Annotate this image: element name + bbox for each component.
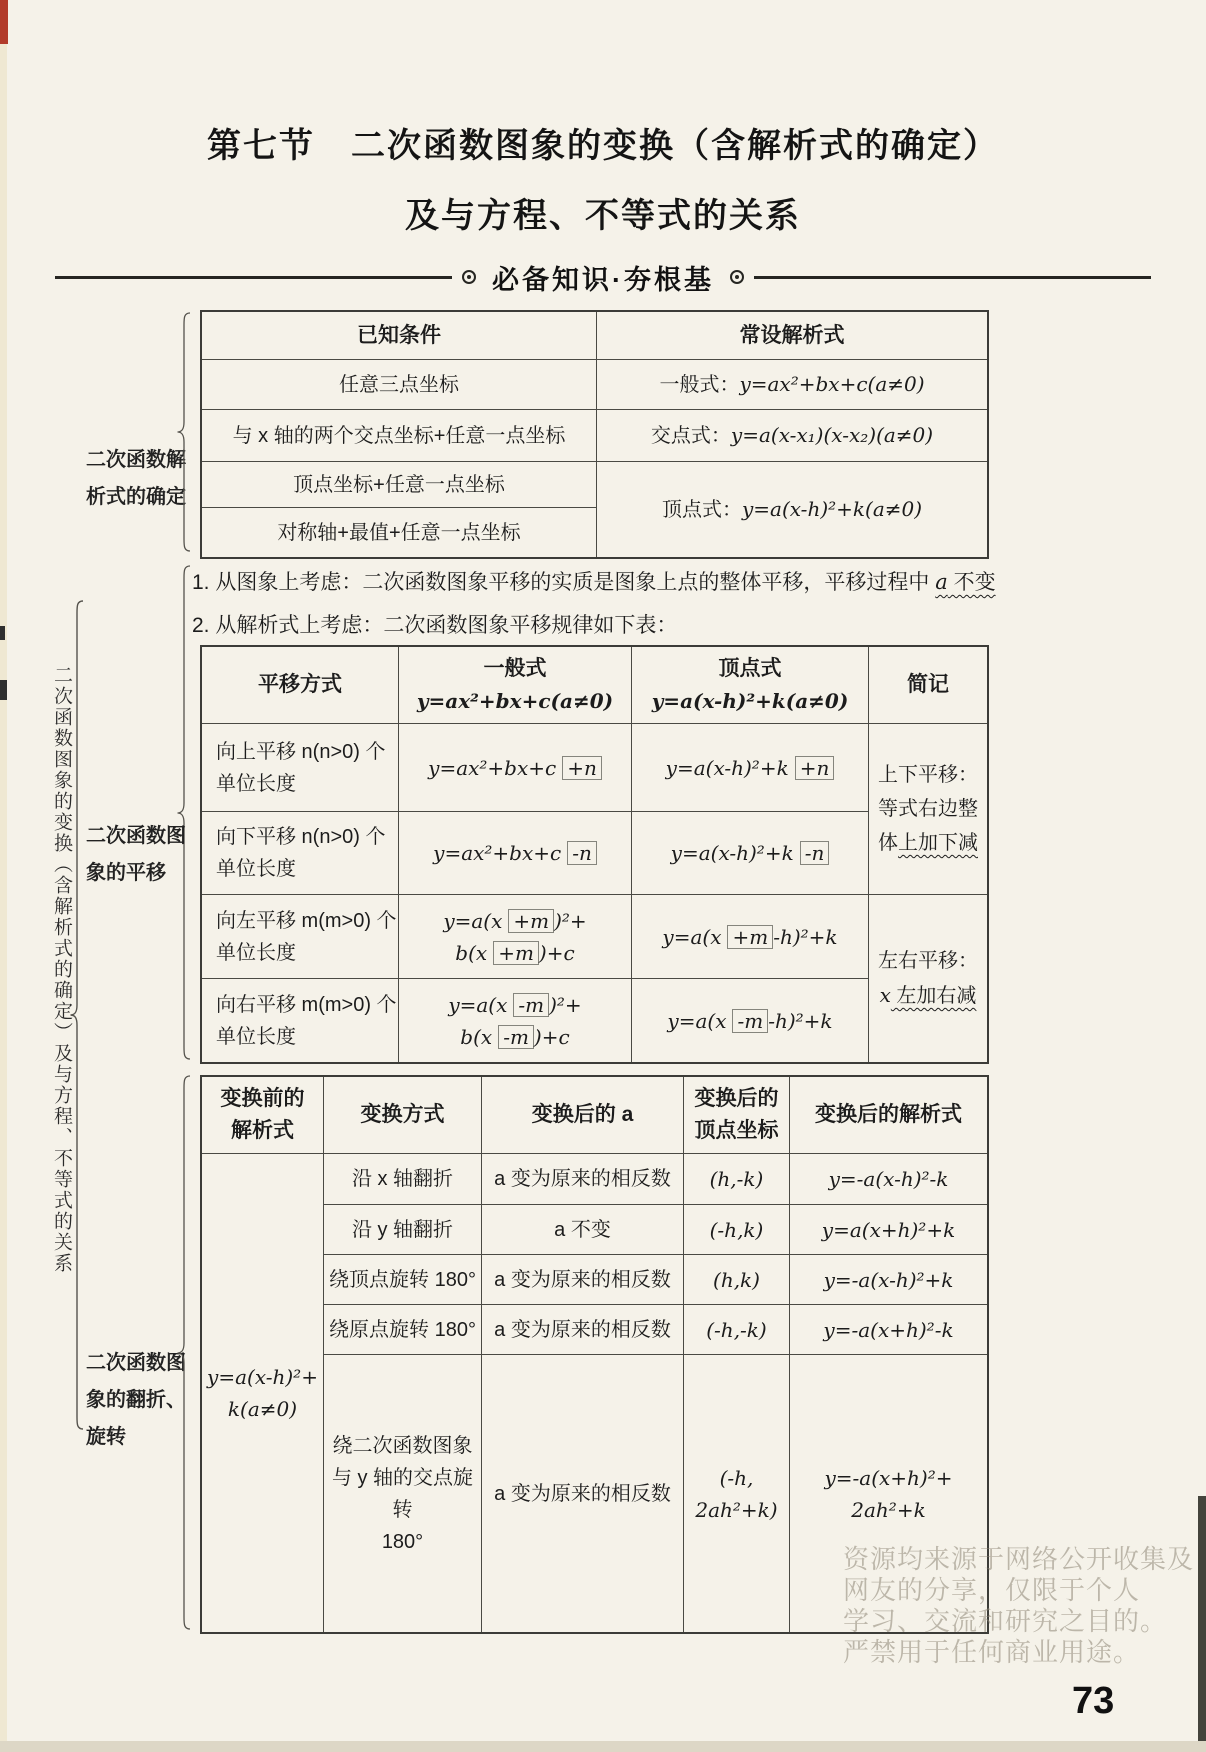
formula-vertex: 顶点式：y=a(x-h)²+k(a≠0) (661, 497, 923, 521)
formula-line: b(x +m )+c (455, 940, 575, 965)
t1-formula (597, 410, 987, 462)
watermark-line: 学习、交流和研究之目的。 (843, 1606, 1168, 1636)
t2-method: 向左平移 m(m>0) 个 单位长度 (202, 895, 399, 979)
t3-method: 绕原点旋转 180° (324, 1305, 482, 1355)
group-label-line: 旋转 (86, 1426, 126, 1448)
scan-red-mark (0, 0, 8, 44)
t3-after-formula: y=-a(x+h)²-k (790, 1305, 987, 1355)
group-label-line: 二次函数解 (86, 449, 186, 471)
formula: y=a(x +m -h)²+k (662, 924, 838, 949)
formula: y=a(x-h)²+k -n (671, 837, 830, 869)
t3-a-change: a 变为原来的相反数 (482, 1154, 684, 1205)
circle-dot (467, 275, 471, 279)
brace-group1 (176, 312, 194, 552)
section-header: 必备知识·夯根基 (492, 264, 714, 295)
scan-dash-mark (0, 626, 5, 640)
brace-group3 (176, 1075, 194, 1630)
t3-after-formula: y=-a(x-h)²-k (790, 1154, 987, 1205)
t3-a-change: a 不变 (482, 1205, 684, 1255)
t3-header-before: 变换前的 解析式 (202, 1077, 324, 1154)
t2-general-formula (399, 895, 632, 979)
circle-ornament-left (462, 270, 476, 284)
t2-note-updown: 上下平移： 等式右边整 体上加下减 (869, 724, 987, 895)
t1-cond: 对称轴+最值+任意一点坐标 (202, 508, 597, 557)
circle-dot (735, 275, 739, 279)
t2-vertex-formula (632, 895, 869, 979)
watermark-line: 资源均来源于网络公开收集及 (843, 1544, 1195, 1574)
chapter-vertical-label: 二次函数图象的变换（含解析式的确定）及与方程、不等式的关系 (51, 665, 72, 1274)
t3-vertex: (h,k) (684, 1255, 790, 1305)
page-title-line2: 及与方程、不等式的关系 (405, 197, 801, 235)
rule-left (55, 276, 452, 279)
t3-method: 绕顶点旋转 180° (324, 1255, 482, 1305)
t2-vertex-formula (632, 812, 869, 895)
t3-vertex: (-h,-k) (684, 1305, 790, 1355)
t3-a-change: a 变为原来的相反数 (482, 1355, 684, 1632)
t3-vertex: (-h, 2ah²+k) (684, 1355, 790, 1632)
t2-method: 向右平移 m(m>0) 个 单位长度 (202, 979, 399, 1062)
group-label-line: 析式的确定 (86, 486, 186, 508)
t3-before-formula: y=a(x-h)²+ k(a≠0) (202, 1154, 324, 1632)
t3-method: 绕二次函数图象 与 y 轴的交点旋转 180° (324, 1355, 482, 1632)
t1-header-condition: 已知条件 (202, 312, 597, 360)
t2-general-formula (399, 812, 632, 895)
t1-formula-vertex (597, 462, 987, 557)
page-number: 73 (1072, 1680, 1115, 1722)
formula-line: b(x -m )+c (460, 1024, 570, 1049)
t3-vertex: (h,-k) (684, 1154, 790, 1205)
copyright-watermark (843, 1544, 1206, 1668)
t3-method: 沿 y 轴翻折 (324, 1205, 482, 1255)
translation-notes (192, 566, 996, 652)
t3-method: 沿 x 轴翻折 (324, 1154, 482, 1205)
t3-header-vertex: 变换后的 顶点坐标 (684, 1077, 790, 1154)
group-label-line: 象的翻折、 (86, 1389, 186, 1411)
note-2: 2. 从解析式上考虑：二次函数图象平移规律如下表： (192, 614, 678, 637)
group-label-line: 二次函数图 (86, 825, 186, 847)
t3-after-formula: y=-a(x-h)²+k (790, 1255, 987, 1305)
t2-note-leftright: 左右平移： x 左加右减 (878, 950, 978, 1007)
t1-cond: 与 x 轴的两个交点坐标+任意一点坐标 (202, 410, 597, 462)
scan-dash-mark (0, 680, 7, 700)
note-1: 1. 从图象上考虑：二次函数图象平移的实质是图象上点的整体平移，平移过程中 a 不变 (192, 570, 996, 594)
t1-cond: 顶点坐标+任意一点坐标 (202, 462, 597, 508)
t2-header-note: 简记 (869, 647, 987, 724)
t3-header-after: 变换后的解析式 (790, 1077, 987, 1154)
t2-method: 向下平移 n(n>0) 个 单位长度 (202, 812, 399, 895)
t3-header-method: 变换方式 (324, 1077, 482, 1154)
t3-a-change: a 变为原来的相反数 (482, 1305, 684, 1355)
scan-edge-left (0, 0, 7, 1752)
formula-general: 一般式：y=ax²+bx+c(a≠0) (659, 372, 925, 396)
formula-line: y=a(x +m )²+ (443, 908, 587, 933)
formula-intercept: 交点式：y=a(x-x₁)(x-x₂)(a≠0) (650, 423, 934, 447)
formula: y=a(x-h)²+k +n (666, 752, 835, 784)
t3-a-change: a 变为原来的相反数 (482, 1255, 684, 1305)
t2-method: 向上平移 n(n>0) 个 单位长度 (202, 724, 399, 812)
emphasis-a-unchanged: a 不变 (935, 570, 996, 594)
formula: y=ax²+bx+c +n (428, 752, 602, 784)
group-label-translation (86, 818, 198, 892)
t2-vertex-formula (632, 979, 869, 1062)
table-translation-rules (200, 645, 989, 1064)
group-label-line: 二次函数图 (86, 1352, 186, 1374)
t1-header-formula: 常设解析式 (597, 312, 987, 360)
t2-general-formula (399, 724, 632, 812)
circle-ornament-right (730, 270, 744, 284)
t3-header-a: 变换后的 a (482, 1077, 684, 1154)
t2-general-formula (399, 979, 632, 1062)
formula-line: y=a(x -m )²+ (448, 992, 582, 1017)
t2-vertex-formula (632, 724, 869, 812)
t2-header-method: 平移方式 (202, 647, 399, 724)
t1-formula (597, 360, 987, 410)
t3-vertex: (-h,k) (684, 1205, 790, 1255)
group-label-line: 象的平移 (86, 862, 166, 884)
t3-after-formula: y=a(x+h)²+k (790, 1205, 987, 1255)
rule-right (754, 276, 1151, 279)
page-title-line1: 第七节 二次函数图象的变换（含解析式的确定） (207, 127, 999, 165)
t2-header-vertex: 顶点式 y=a(x-h)²+k(a≠0) (632, 647, 869, 724)
t1-cond: 任意三点坐标 (202, 360, 597, 410)
watermark-line: 严禁用于任何商业用途。 (843, 1637, 1141, 1667)
section-band (55, 260, 1151, 294)
watermark-line: 网友的分享，仅限于个人 (843, 1575, 1141, 1605)
formula: y=a(x -m -h)²+k (667, 1008, 833, 1033)
t3-after-formula: y=-a(x+h)²+ 2ah²+k (824, 1465, 953, 1522)
t2-header-general: 一般式 y=ax²+bx+c(a≠0) (399, 647, 632, 724)
table-analytic-forms (200, 310, 989, 559)
brace-chapter (68, 600, 88, 1430)
scan-edge-bottom (0, 1741, 1206, 1752)
formula: y=ax²+bx+c -n (433, 837, 597, 869)
